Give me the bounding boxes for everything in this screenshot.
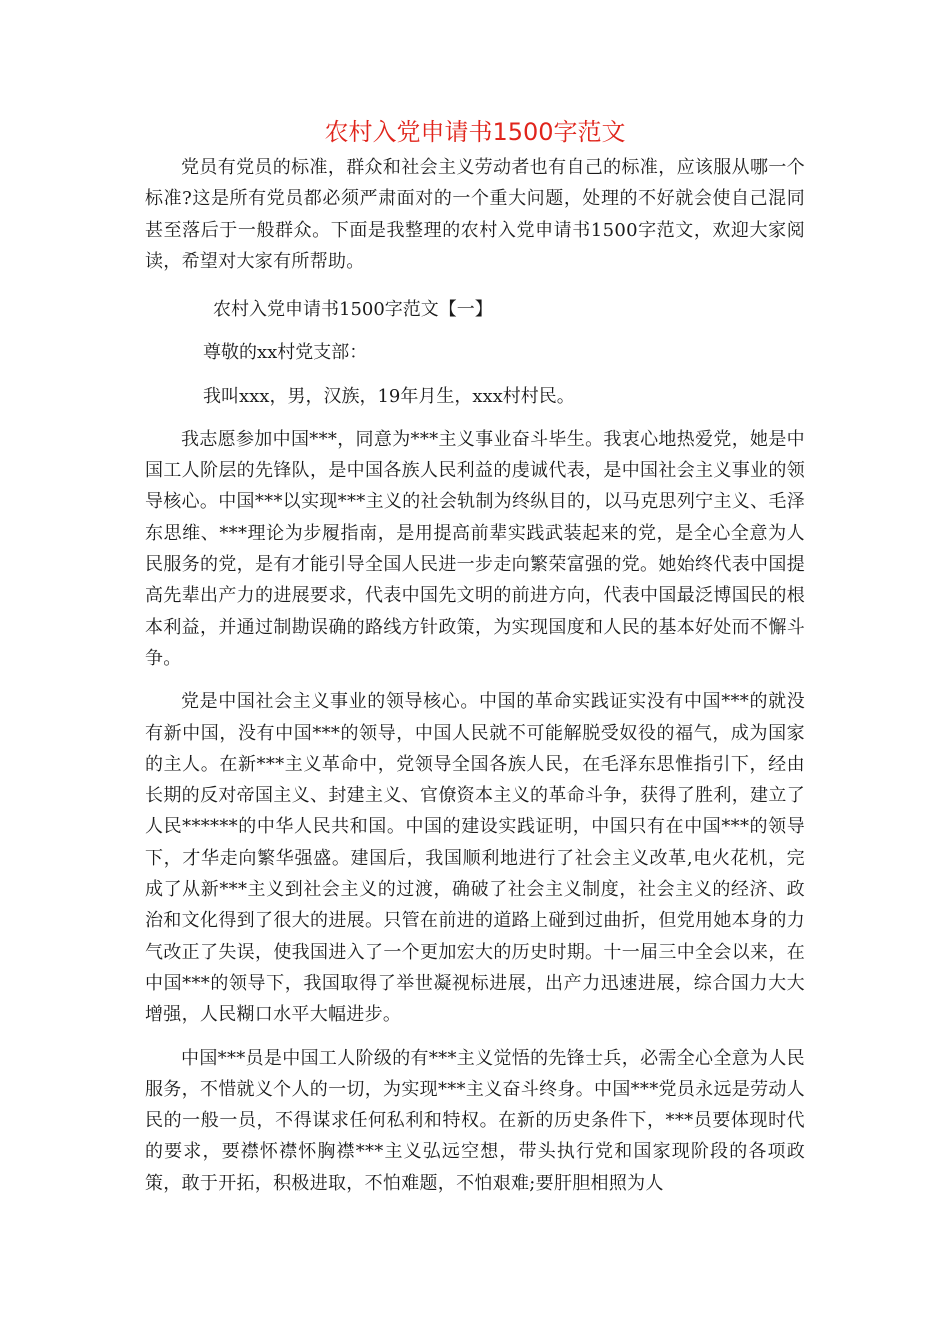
intro-paragraph: 党员有党员的标准，群众和社会主义劳动者也有自己的标准，应该服从哪一个标准?这是所有党员都必须严肃面对的一个重大问题，处理的不好就会使自己混同甚至落后于一般群众。下面是我整理的农村入党申请书1500字范文，欢迎大家阅读，希望对大家有所帮助。 <box>145 157 805 272</box>
salutation: 尊敬的xx村党支部： <box>203 342 368 364</box>
document-body <box>145 152 805 289</box>
body-paragraph-1: 我志愿参加中国***，同意为***主义事业奋斗毕生。我衷心地热爱党，她是中国工人阶层的先锋队，是中国各族人民利益的虔诚代表，是中国社会主义事业的领导核心。中国***以实现***主义的社会轨制为终纵目的，以马克思列宁主义、毛泽东思维、***理论为步履指南，是用提高前辈实践武装起来的党，是全心全意为人民服务的党，是有才能引导全国人民进一步走向繁荣富强的党。她始终代表中国提高先辈出产力的进展要求，代表中国先文明的前进方向，代表中国最泛博国民的根本利益，并通过制勘误确的路线方针政策，为实现国度和人民的基本好处而不懈斗争。 <box>145 428 805 669</box>
section-heading: 农村入党申请书1500字范文【一】 <box>213 299 493 320</box>
body-paragraph-3: 中国***员是中国工人阶级的有***主义觉悟的先锋士兵，必需全心全意为人民服务，不惜就义个人的一切，为实现***主义奋斗终身。中国***党员永远是劳动人民的一般一员，不得谋求任何私利和特权。在新的历史条件下，***员要体现时代的要求，要襟怀襟怀胸襟***主义弘远空想，带头执行党和国家现阶段的各项政策，敢于开拓，积极进取，不怕难题，不怕艰难;要肝胆相照为人 <box>145 1047 805 1194</box>
self-introduction: 我叫xxx，男，汉族，19年月生，xxx村村民。 <box>203 385 575 407</box>
body-paragraph-2: 党是中国社会主义事业的领导核心。中国的革命实践证实没有中国***的就没有新中国，没有中国***的领导，中国人民就不可能解脱受奴役的福气，成为国家的主人。在新***主义革命中，党领导全国各族人民，在毛泽东思惟指引下，经由长期的反对帝国主义、封建主义、官僚资本主义的革命斗争，获得了胜利，建立了人民******的中华人民共和国。中国的建设实践证明，中国只有在中国***的领导下，才华走向繁华强盛。建国后，我国顺利地进行了社会主义改革,电火花机，完成了从新***主义到社会主义的过渡，确破了社会主义制度，社会主义的经济、政治和文化得到了很大的进展。只管在前进的道路上碰到过曲折，但党用她本身的力气改正了失误，使我国进入了一个更加宏大的历史时期。十一届三中全会以来，在中国***的领导下，我国取得了举世凝视标进展，出产力迅速进展，综合国力大大增强，人民糊口水平大幅进步。 <box>145 691 805 1026</box>
document-body-section <box>145 294 805 1199</box>
document-title: 农村入党申请书1500字范文 <box>324 118 626 146</box>
